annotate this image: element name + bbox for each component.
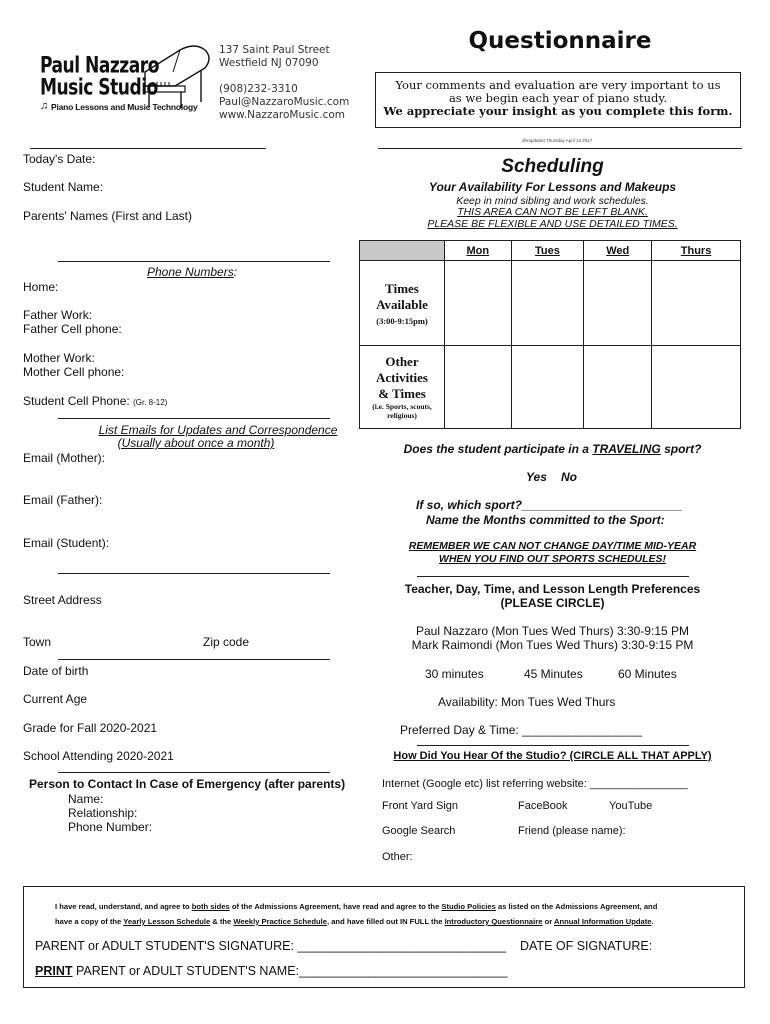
times-available-label — [360, 261, 445, 346]
student-cell-note: (Gr. 8-12) — [133, 398, 168, 407]
table-corner — [360, 241, 445, 261]
home-phone-label: Home: — [23, 280, 59, 294]
be-flexible-warning: PLEASE BE FLEXIBLE AND USE DETAILED TIMES. — [427, 218, 678, 230]
agree2-f: Introductory Questionnaire — [444, 917, 543, 926]
preferences-heading-line2: (PLEASE CIRCLE) — [500, 596, 605, 610]
mother-cell-label: Mother Cell phone: — [23, 365, 125, 379]
preferred-day-time: Preferred Day & Time: __________________ — [400, 723, 643, 737]
agree1-a: I have read, understand, and agree to — [55, 902, 192, 911]
print-rest: PARENT or ADULT STUDENT'S NAME:______________________________ — [72, 964, 508, 978]
agreement-line2 — [55, 914, 735, 929]
zip-code-label: Zip code — [203, 635, 250, 649]
teacher-mark-option[interactable]: Mark Raimondi (Mon Tues Wed Thurs) 3:30-9:15 PM — [411, 638, 694, 652]
dob-label: Date of birth — [23, 664, 89, 678]
studio-email: Paul@NazzaroMusic.com — [219, 96, 350, 108]
emergency-phone-label: Phone Number: — [68, 820, 153, 834]
hear-of-studio-heading: How Did You Hear Of the Studio? (CIRCLE ALL THAT APPLY) — [393, 750, 712, 762]
father-work-label: Father Work: — [23, 308, 93, 322]
other-option[interactable]: Other: — [382, 851, 413, 863]
agree2-e: , and have filled out IN FULL the — [326, 917, 445, 926]
preferences-heading-line1: Teacher, Day, Time, and Lesson Length Preferences — [404, 582, 701, 596]
studio-address — [219, 44, 330, 70]
traveling-q-post: sport? — [660, 442, 702, 456]
agree2-i: . — [651, 917, 654, 926]
logo-line2: Music Studio — [40, 74, 158, 101]
traveling-word: TRAVELING — [592, 442, 661, 456]
update-note: dhrupdated Thursday April 13 2017 — [522, 138, 593, 143]
other-activities-label — [360, 346, 445, 429]
student-name-label: Student Name: — [23, 180, 104, 194]
signature-line[interactable]: PARENT or ADULT STUDENT'S SIGNATURE: ______________________________ — [35, 939, 506, 953]
logo-subtitle: Piano Lessons and Music Technology — [51, 102, 198, 112]
agree1-b: both sides — [191, 902, 230, 911]
email-student-label: Email (Student): — [23, 536, 110, 550]
emergency-heading: Person to Contact In Case of Emergency (after parents) — [29, 777, 346, 791]
day-header-tues: Tues — [511, 241, 584, 261]
age-label: Current Age — [23, 692, 88, 706]
other-mon-cell[interactable] — [445, 346, 512, 429]
which-sport-label: If so, which sport?________________________ — [416, 498, 683, 512]
logo-line1: Paul Nazzaro — [40, 52, 159, 79]
email-mother-label: Email (Mother): — [23, 451, 106, 465]
intro-line3: We appreciate your insight as you complete this form. — [383, 104, 733, 118]
times-wed-cell[interactable] — [584, 261, 652, 346]
agreement-text — [55, 899, 735, 929]
other-activities-line3: & Times — [378, 386, 426, 401]
print-word: PRINT — [35, 964, 73, 978]
agree2-d: Weekly Practice Schedule — [233, 917, 327, 926]
parents-names-label: Parents' Names (First and Last) — [23, 209, 193, 223]
agree1-d: Studio Policies — [441, 902, 496, 911]
other-tues-cell[interactable] — [511, 346, 584, 429]
other-activities-line2: Activities — [376, 370, 428, 385]
agree2-h: Annual Information Update — [554, 917, 652, 926]
agree1-e: as listed on the Admissions Agreement, and — [495, 902, 658, 911]
todays-date-label: Today's Date: — [23, 152, 96, 166]
father-cell-label: Father Cell phone: — [23, 322, 122, 336]
studio-phone: (908)232-3310 — [219, 83, 298, 95]
emergency-relationship-label: Relationship: — [68, 806, 138, 820]
keep-in-mind-note: Keep in mind sibling and work schedules. — [456, 195, 649, 207]
list-emails-note: (Usually about once a month) — [117, 436, 275, 450]
page-title: Questionnaire — [468, 28, 652, 54]
facebook-option[interactable]: FaceBook — [518, 800, 568, 812]
times-thurs-cell[interactable] — [652, 261, 741, 346]
length-45-option[interactable]: 45 Minutes — [524, 667, 583, 681]
agree2-b: Yearly Lesson Schedule — [123, 917, 211, 926]
other-wed-cell[interactable] — [584, 346, 652, 429]
day-header-mon: Mon — [445, 241, 512, 261]
intro-text — [375, 79, 741, 118]
scheduling-heading: Scheduling — [501, 156, 604, 177]
address-line1: 137 Saint Paul Street — [219, 44, 330, 56]
front-yard-option[interactable]: Front Yard Sign — [382, 800, 459, 812]
student-cell-text: Student Cell Phone: — [23, 394, 130, 408]
phone-numbers-text: Phone Numbers — [147, 265, 234, 279]
remember-line1: REMEMBER WE CAN NOT CHANGE DAY/TIME MID-YEAR — [408, 540, 697, 552]
months-committed-label: Name the Months committed to the Sport: — [426, 513, 665, 527]
times-available-line2: Available — [376, 296, 428, 312]
not-blank-warning: THIS AREA CAN NOT BE LEFT BLANK. — [457, 206, 648, 218]
emergency-name-label: Name: — [68, 792, 104, 806]
agree2-g: or — [542, 917, 554, 926]
address-line2: Westfield NJ 07090 — [219, 57, 319, 69]
phone-numbers-heading — [147, 265, 237, 279]
other-thurs-cell[interactable] — [652, 346, 741, 429]
agree2-a: have a copy of the — [55, 917, 124, 926]
no-option[interactable]: No — [561, 470, 577, 484]
town-label: Town — [23, 635, 52, 649]
availability-days[interactable]: Availability: Mon Tues Wed Thurs — [438, 695, 616, 709]
music-note-icon: ♫ — [40, 100, 49, 112]
date-of-signature-label: DATE OF SIGNATURE: — [520, 939, 653, 953]
times-tues-cell[interactable] — [511, 261, 584, 346]
student-cell-label — [23, 394, 167, 408]
grade-label: Grade for Fall 2020-2021 — [23, 721, 158, 735]
internet-option[interactable]: Internet (Google etc) list referring website: ________________ — [382, 778, 688, 790]
day-header-wed: Wed — [584, 241, 652, 261]
times-mon-cell[interactable] — [445, 261, 512, 346]
studio-contact — [219, 83, 349, 122]
yes-option[interactable]: Yes — [526, 470, 547, 484]
street-address-label: Street Address — [23, 593, 102, 607]
length-60-option[interactable]: 60 Minutes — [618, 667, 677, 681]
logo — [40, 42, 215, 122]
remember-line2: WHEN YOU FIND OUT SPORTS SCHEDULES! — [438, 553, 667, 565]
other-note-line2: religious) — [387, 411, 417, 420]
agree2-c: & the — [210, 917, 234, 926]
intro-line2: as we begin each year of piano study. — [448, 91, 668, 105]
intro-line1: Your comments and evaluation are very important to us — [395, 78, 721, 92]
schedule-table — [359, 240, 741, 429]
print-name-line[interactable] — [35, 964, 508, 978]
list-emails-heading: List Emails for Updates and Correspondence — [98, 423, 338, 437]
length-30-option[interactable]: 30 minutes — [425, 667, 484, 681]
traveling-question — [360, 442, 745, 456]
times-available-line1: Times — [385, 280, 419, 296]
mother-work-label: Mother Work: — [23, 351, 95, 365]
studio-website: www.NazzaroMusic.com — [219, 109, 346, 121]
traveling-q-pre: Does the student participate in a — [403, 442, 593, 456]
piano-icon — [135, 42, 215, 112]
email-father-label: Email (Father): — [23, 493, 103, 507]
agree1-c: of the Admissions Agreement, have read and agree to the — [229, 902, 442, 911]
teacher-paul-option[interactable]: Paul Nazzaro (Mon Tues Wed Thurs) 3:30-9:15 PM — [415, 624, 689, 638]
friend-option[interactable]: Friend (please name): — [518, 825, 626, 837]
youtube-option[interactable]: YouTube — [609, 800, 653, 812]
times-range: (3:00-9:15pm) — [376, 315, 428, 326]
day-header-thurs: Thurs — [652, 241, 741, 261]
availability-subheading: Your Availability For Lessons and Makeups — [428, 180, 677, 194]
google-option[interactable]: Google Search — [382, 825, 456, 837]
school-label: School Attending 2020-2021 — [23, 749, 174, 763]
phone-numbers-colon: : — [233, 265, 238, 279]
agreement-line1 — [55, 899, 735, 914]
other-activities-line1: Other — [385, 354, 419, 369]
other-note-line1: (i.e. Sports, scouts, — [372, 402, 432, 411]
